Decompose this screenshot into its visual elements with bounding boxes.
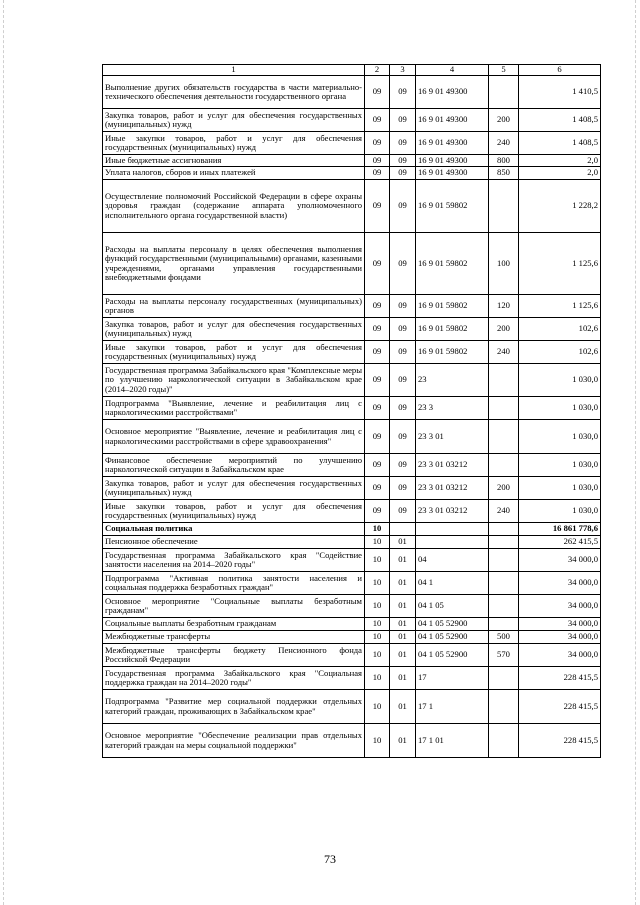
row-subsection-cell: 09: [390, 295, 416, 318]
row-target-article-cell: 16 9 01 49300: [416, 155, 489, 167]
table-row: [103, 454, 601, 477]
row-subsection-cell: 09: [390, 318, 416, 341]
table-row: [103, 167, 601, 180]
table-row: [103, 536, 601, 549]
row-section-cell: 10: [365, 631, 390, 644]
row-name-cell: Основное мероприятие "Социальные выплаты безработным гражданам": [103, 595, 365, 618]
row-subsection-cell: 09: [390, 364, 416, 397]
row-section-cell: 10: [365, 523, 390, 536]
row-expense-type-cell: [489, 420, 519, 454]
row-name-cell: Межбюджетные трансферты: [103, 631, 365, 644]
row-subsection-cell: 01: [390, 690, 416, 724]
table-row: [103, 644, 601, 667]
row-subsection-cell: 09: [390, 167, 416, 180]
table-row: [103, 397, 601, 420]
row-expense-type-cell: [489, 454, 519, 477]
table-row: [103, 109, 601, 132]
row-amount-cell: 34 000,0: [519, 572, 601, 595]
row-amount-cell: 102,6: [519, 341, 601, 364]
row-name-cell: Государственная программа Забайкальского края "Содействие занятости населения на 2014–2020 годы": [103, 549, 365, 572]
row-amount-cell: 1 030,0: [519, 397, 601, 420]
table-row: [103, 76, 601, 109]
row-expense-type-cell: 800: [489, 155, 519, 167]
row-name-cell: Уплата налогов, сборов и иных платежей: [103, 167, 365, 180]
row-expense-type-cell: [489, 397, 519, 420]
row-name-cell: Социальная политика: [103, 523, 365, 536]
row-target-article-cell: 23: [416, 364, 489, 397]
row-name-cell: Расходы на выплаты персоналу государственных (муниципальных) органов: [103, 295, 365, 318]
row-name-cell: Закупка товаров, работ и услуг для обеспечения государственных (муниципальных) нужд: [103, 318, 365, 341]
table-row: [103, 724, 601, 758]
row-amount-cell: 1 410,5: [519, 76, 601, 109]
row-name-cell: Закупка товаров, работ и услуг для обеспечения государственных (муниципальных) нужд: [103, 109, 365, 132]
row-name-cell: Государственная программа Забайкальского края "Комплексные меры по улучшению наркологической ситуации в Забайкальском крае (2014–2020 годы)": [103, 364, 365, 397]
row-subsection-cell: 01: [390, 572, 416, 595]
row-name-cell: Пенсионное обеспечение: [103, 536, 365, 549]
row-name-cell: Иные бюджетные ассигнования: [103, 155, 365, 167]
row-target-article-cell: [416, 536, 489, 549]
row-expense-type-cell: 240: [489, 500, 519, 523]
row-amount-cell: 1 125,6: [519, 233, 601, 295]
table-row: [103, 667, 601, 690]
row-section-cell: 09: [365, 364, 390, 397]
row-section-cell: 09: [365, 233, 390, 295]
row-expense-type-cell: [489, 618, 519, 631]
table-row: [103, 631, 601, 644]
row-subsection-cell: 09: [390, 109, 416, 132]
row-name-cell: Выполнение других обязательств государства в части материально-технического обеспечения деятельности государственного органа: [103, 76, 365, 109]
row-section-cell: 09: [365, 500, 390, 523]
row-subsection-cell: 09: [390, 500, 416, 523]
row-subsection-cell: 09: [390, 454, 416, 477]
row-expense-type-cell: [489, 536, 519, 549]
row-section-cell: 09: [365, 76, 390, 109]
row-name-cell: Финансовое обеспечение мероприятий по улучшению наркологической ситуации в Забайкальском крае: [103, 454, 365, 477]
row-target-article-cell: 16 9 01 59802: [416, 180, 489, 233]
row-amount-cell: 34 000,0: [519, 618, 601, 631]
row-amount-cell: 16 861 778,6: [519, 523, 601, 536]
row-subsection-cell: 09: [390, 155, 416, 167]
row-amount-cell: 228 415,5: [519, 667, 601, 690]
header-col-3: 3: [390, 65, 416, 76]
row-subsection-cell: 01: [390, 536, 416, 549]
row-section-cell: 10: [365, 667, 390, 690]
row-amount-cell: 1 408,5: [519, 109, 601, 132]
row-section-cell: 09: [365, 295, 390, 318]
row-section-cell: 10: [365, 536, 390, 549]
row-expense-type-cell: 200: [489, 109, 519, 132]
row-target-article-cell: 23 3 01 03212: [416, 454, 489, 477]
row-subsection-cell: 01: [390, 644, 416, 667]
row-expense-type-cell: [489, 724, 519, 758]
row-amount-cell: 1 030,0: [519, 420, 601, 454]
table-row: [103, 233, 601, 295]
table-row: [103, 155, 601, 167]
row-target-article-cell: 16 9 01 59802: [416, 341, 489, 364]
row-name-cell: Подпрограмма "Активная политика занятости населения и социальная поддержка безработных граждан": [103, 572, 365, 595]
row-target-article-cell: 04 1 05 52900: [416, 631, 489, 644]
header-col-6: 6: [519, 65, 601, 76]
row-amount-cell: 2,0: [519, 155, 601, 167]
table-row: [103, 690, 601, 724]
row-amount-cell: 1 030,0: [519, 364, 601, 397]
row-target-article-cell: 04 1 05: [416, 595, 489, 618]
table-row: [103, 618, 601, 631]
row-name-cell: Иные закупки товаров, работ и услуг для обеспечения государственных (муниципальных) нужд: [103, 132, 365, 155]
table-row: [103, 318, 601, 341]
row-target-article-cell: 16 9 01 49300: [416, 132, 489, 155]
row-expense-type-cell: 200: [489, 477, 519, 500]
table-row: [103, 132, 601, 155]
row-target-article-cell: 17 1: [416, 690, 489, 724]
row-subsection-cell: 01: [390, 631, 416, 644]
table-row: [103, 595, 601, 618]
table-row: [103, 364, 601, 397]
row-amount-cell: 262 415,5: [519, 536, 601, 549]
row-expense-type-cell: [489, 364, 519, 397]
row-target-article-cell: 16 9 01 59802: [416, 318, 489, 341]
row-expense-type-cell: [489, 690, 519, 724]
row-name-cell: Основное мероприятие "Обеспечение реализации прав отдельных категорий граждан на меры социальной поддержки": [103, 724, 365, 758]
row-name-cell: Иные закупки товаров, работ и услуг для обеспечения государственных (муниципальных) нужд: [103, 341, 365, 364]
row-section-cell: 09: [365, 155, 390, 167]
budget-table: [102, 64, 601, 758]
row-target-article-cell: 23 3: [416, 397, 489, 420]
table-row: [103, 572, 601, 595]
header-col-2: 2: [365, 65, 390, 76]
row-amount-cell: 2,0: [519, 167, 601, 180]
row-amount-cell: 34 000,0: [519, 595, 601, 618]
row-section-cell: 09: [365, 109, 390, 132]
row-expense-type-cell: 570: [489, 644, 519, 667]
table-header-row: [103, 65, 601, 76]
row-section-cell: 10: [365, 618, 390, 631]
row-name-cell: Иные закупки товаров, работ и услуг для обеспечения государственных (муниципальных) нужд: [103, 500, 365, 523]
row-name-cell: Государственная программа Забайкальского края "Социальная поддержка граждан на 2014–2020 годы": [103, 667, 365, 690]
row-target-article-cell: 16 9 01 49300: [416, 109, 489, 132]
row-section-cell: 09: [365, 180, 390, 233]
row-section-cell: 09: [365, 318, 390, 341]
row-expense-type-cell: 240: [489, 341, 519, 364]
row-section-cell: 09: [365, 167, 390, 180]
row-name-cell: Осуществление полномочий Российской Федерации в сфере охраны здоровья граждан (содержание аппарата уполномоченного исполнительного органа государственной власти): [103, 180, 365, 233]
table-row: [103, 523, 601, 536]
row-amount-cell: 1 030,0: [519, 477, 601, 500]
table-body: [103, 76, 601, 758]
row-name-cell: Закупка товаров, работ и услуг для обеспечения государственных (муниципальных) нужд: [103, 477, 365, 500]
header-col-5: 5: [489, 65, 519, 76]
scan-edge-right: [635, 0, 637, 905]
row-expense-type-cell: 850: [489, 167, 519, 180]
row-section-cell: 09: [365, 132, 390, 155]
row-expense-type-cell: [489, 667, 519, 690]
row-section-cell: 10: [365, 595, 390, 618]
scan-edge-left: [3, 0, 5, 905]
row-amount-cell: 1 228,2: [519, 180, 601, 233]
row-subsection-cell: 01: [390, 549, 416, 572]
row-amount-cell: 34 000,0: [519, 644, 601, 667]
row-section-cell: 09: [365, 454, 390, 477]
row-subsection-cell: 09: [390, 180, 416, 233]
row-subsection-cell: 09: [390, 477, 416, 500]
row-target-article-cell: 23 3 01 03212: [416, 477, 489, 500]
row-section-cell: 09: [365, 397, 390, 420]
row-subsection-cell: 09: [390, 132, 416, 155]
row-target-article-cell: [416, 523, 489, 536]
row-target-article-cell: 04 1 05 52900: [416, 644, 489, 667]
row-expense-type-cell: [489, 523, 519, 536]
header-col-4: 4: [416, 65, 489, 76]
row-name-cell: Социальные выплаты безработным гражданам: [103, 618, 365, 631]
row-expense-type-cell: [489, 76, 519, 109]
row-section-cell: 10: [365, 572, 390, 595]
table-row: [103, 549, 601, 572]
row-expense-type-cell: [489, 549, 519, 572]
row-target-article-cell: 17: [416, 667, 489, 690]
table-row: [103, 420, 601, 454]
row-subsection-cell: 01: [390, 667, 416, 690]
row-expense-type-cell: 120: [489, 295, 519, 318]
row-amount-cell: 1 125,6: [519, 295, 601, 318]
row-name-cell: Межбюджетные трансферты бюджету Пенсионного фонда Российской Федерации: [103, 644, 365, 667]
row-expense-type-cell: [489, 595, 519, 618]
row-section-cell: 10: [365, 724, 390, 758]
table-row: [103, 180, 601, 233]
row-target-article-cell: 16 9 01 59802: [416, 295, 489, 318]
row-target-article-cell: 16 9 01 49300: [416, 76, 489, 109]
row-expense-type-cell: 200: [489, 318, 519, 341]
row-target-article-cell: 04 1 05 52900: [416, 618, 489, 631]
row-subsection-cell: [390, 523, 416, 536]
row-amount-cell: 34 000,0: [519, 631, 601, 644]
row-target-article-cell: 17 1 01: [416, 724, 489, 758]
row-amount-cell: 102,6: [519, 318, 601, 341]
table-row: [103, 500, 601, 523]
row-subsection-cell: 01: [390, 724, 416, 758]
row-subsection-cell: 09: [390, 233, 416, 295]
row-name-cell: Подпрограмма "Выявление, лечение и реабилитация лиц с наркологическими расстройствами": [103, 397, 365, 420]
table-row: [103, 295, 601, 318]
row-section-cell: 10: [365, 549, 390, 572]
row-expense-type-cell: [489, 180, 519, 233]
row-subsection-cell: 09: [390, 76, 416, 109]
row-amount-cell: 34 000,0: [519, 549, 601, 572]
row-target-article-cell: 16 9 01 49300: [416, 167, 489, 180]
row-section-cell: 09: [365, 420, 390, 454]
row-amount-cell: 228 415,5: [519, 724, 601, 758]
row-expense-type-cell: 500: [489, 631, 519, 644]
header-col-1: 1: [103, 65, 365, 76]
row-expense-type-cell: 100: [489, 233, 519, 295]
row-amount-cell: 228 415,5: [519, 690, 601, 724]
row-amount-cell: 1 030,0: [519, 454, 601, 477]
row-expense-type-cell: [489, 572, 519, 595]
row-amount-cell: 1 408,5: [519, 132, 601, 155]
row-section-cell: 09: [365, 341, 390, 364]
row-target-article-cell: 23 3 01 03212: [416, 500, 489, 523]
row-section-cell: 10: [365, 690, 390, 724]
page-number: 73: [324, 852, 336, 866]
row-subsection-cell: 09: [390, 341, 416, 364]
row-section-cell: 09: [365, 477, 390, 500]
row-target-article-cell: 16 9 01 59802: [416, 233, 489, 295]
row-target-article-cell: 04 1: [416, 572, 489, 595]
row-name-cell: Основное мероприятие "Выявление, лечение и реабилитация лиц с наркологическими расстройствами в сфере здравоохранения": [103, 420, 365, 454]
table-row: [103, 477, 601, 500]
row-expense-type-cell: 240: [489, 132, 519, 155]
row-target-article-cell: 23 3 01: [416, 420, 489, 454]
row-subsection-cell: 01: [390, 618, 416, 631]
row-subsection-cell: 09: [390, 420, 416, 454]
row-name-cell: Подпрограмма "Развитие мер социальной поддержки отдельных категорий граждан, проживающих в Забайкальском крае": [103, 690, 365, 724]
row-name-cell: Расходы на выплаты персоналу в целях обеспечения выполнения функций государственными (муниципальными) органами, казенными учреждениями, органами управления государственными внебюджетными фондами: [103, 233, 365, 295]
row-subsection-cell: 09: [390, 397, 416, 420]
row-amount-cell: 1 030,0: [519, 500, 601, 523]
row-target-article-cell: 04: [416, 549, 489, 572]
row-subsection-cell: 01: [390, 595, 416, 618]
row-section-cell: 10: [365, 644, 390, 667]
table-row: [103, 341, 601, 364]
